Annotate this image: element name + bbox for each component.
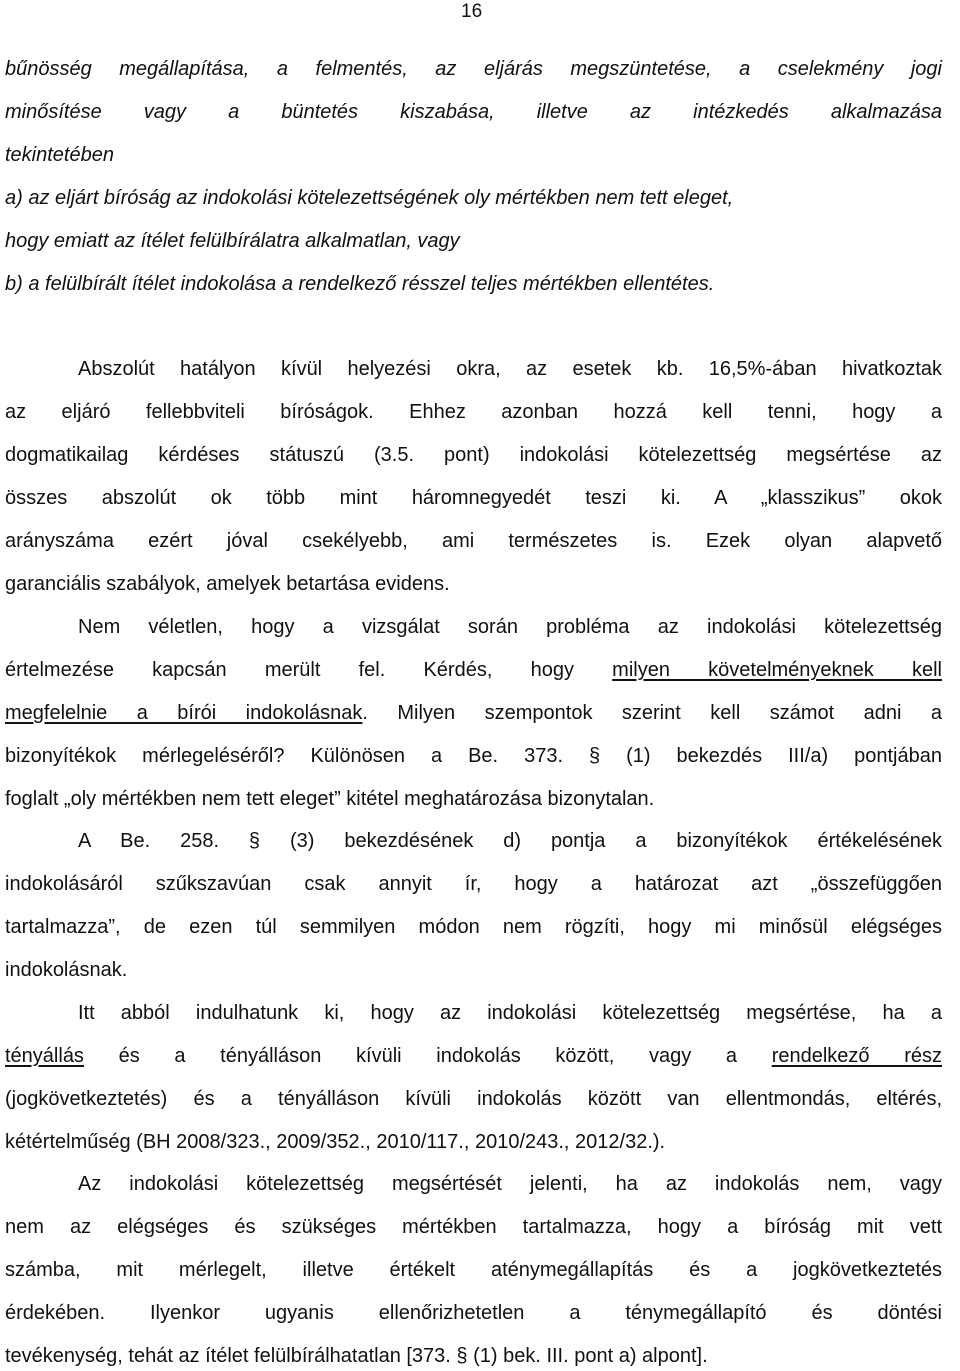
text-line: dogmatikailag kérdéses státuszú (3.5. pont) indokolási kötelezettség megsértése az — [5, 444, 942, 466]
text-line: garanciális szabályok, amelyek betartása evidens. — [5, 573, 450, 595]
text-line: hogy emiatt az ítélet felülbírálatra alkalmatlan, vagy — [5, 230, 460, 252]
underlined-text: tényállás — [5, 1045, 84, 1067]
page-number: 16 — [461, 1, 483, 22]
text-line — [5, 1041, 942, 1071]
text-segment: és a tényálláson kívüli indokolás között, vagy a — [83, 1045, 772, 1067]
text-line: kétértelműség (BH 2008/323., 2009/352., 2010/117., 2010/243., 2012/32.). — [5, 1131, 666, 1153]
text-line: foglalt „oly mértékben nem tett eleget” kitétel meghatározása bizonytalan. — [5, 788, 655, 810]
text-line: tevékenység, tehát az ítélet felülbírálhatatlan [373. § (1) bek. III. pont a) alpont]. — [5, 1345, 708, 1367]
text-line: a) az eljárt bíróság az indokolási kötelezettségének oly mértékben nem tett eleget, — [5, 187, 734, 209]
text-line: összes abszolút ok több mint háromnegyedét teszi ki. A „klasszikus” okok — [5, 487, 942, 509]
text-line: érdekében. Ilyenkor ugyanis ellenőrizhetetlen a ténymegállapító és döntési — [5, 1302, 942, 1324]
text-line: arányszáma ezért jóval csekélyebb, ami természetes is. Ezek olyan alapvető — [5, 530, 942, 552]
text-line: indokolásáról szűkszavúan csak annyit ír, hogy a határozat azt „összefüggően — [5, 873, 942, 895]
text-segment: . Milyen szempontok szerint kell számot adni a — [362, 702, 942, 724]
underlined-text: megfelelnie a bírói indokolásnak — [5, 702, 363, 724]
text-line: minősítése vagy a büntetés kiszabása, illetve az intézkedés alkalmazása — [5, 101, 942, 123]
text-line: A Be. 258. § (3) bekezdésének d) pontja a bizonyítékok értékelésének — [78, 830, 942, 852]
text-line: Az indokolási kötelezettség megsértését jelenti, ha az indokolás nem, vagy — [78, 1173, 942, 1195]
text-line — [5, 698, 942, 728]
text-line: számba, mit mérlegelt, illetve értékelt aténymegállapítás és a jogkövetkeztetés — [5, 1259, 942, 1281]
text-line: bűnösség megállapítása, a felmentés, az eljárás megszüntetése, a cselekmény jogi — [5, 58, 942, 80]
underlined-text: milyen követelményeknek kell — [612, 659, 942, 681]
text-line: bizonyítékok mérlegeléséről? Különösen a Be. 373. § (1) bekezdés III/a) pontjában — [5, 745, 942, 767]
text-line: Itt abból indulhatunk ki, hogy az indokolási kötelezettség megsértése, ha a — [78, 1002, 942, 1024]
text-segment: értelmezése kapcsán merült fel. Kérdés, hogy — [5, 659, 613, 681]
text-line: az eljáró fellebbviteli bíróságok. Ehhez azonban hozzá kell tenni, hogy a — [5, 401, 942, 423]
text-line: indokolásnak. — [5, 959, 128, 981]
text-line: tartalmazza”, de ezen túl semmilyen módon nem rögzíti, hogy mi minősül elégséges — [5, 916, 942, 938]
text-line: b) a felülbírált ítélet indokolása a rendelkező résszel teljes mértékben ellentétes. — [5, 273, 715, 295]
underlined-text: rendelkező rész — [771, 1045, 942, 1067]
text-line — [5, 655, 942, 685]
text-line: Nem véletlen, hogy a vizsgálat során probléma az indokolási kötelezettség — [78, 616, 942, 638]
text-line: tekintetében — [5, 144, 114, 166]
text-line: (jogkövetkeztetés) és a tényálláson kívüli indokolás között van ellentmondás, eltérés, — [5, 1088, 942, 1110]
text-line: Abszolút hatályon kívül helyezési okra, az esetek kb. 16,5%-ában hivatkoztak — [78, 358, 942, 380]
text-line: nem az elégséges és szükséges mértékben tartalmazza, hogy a bíróság mit vett — [5, 1216, 942, 1238]
